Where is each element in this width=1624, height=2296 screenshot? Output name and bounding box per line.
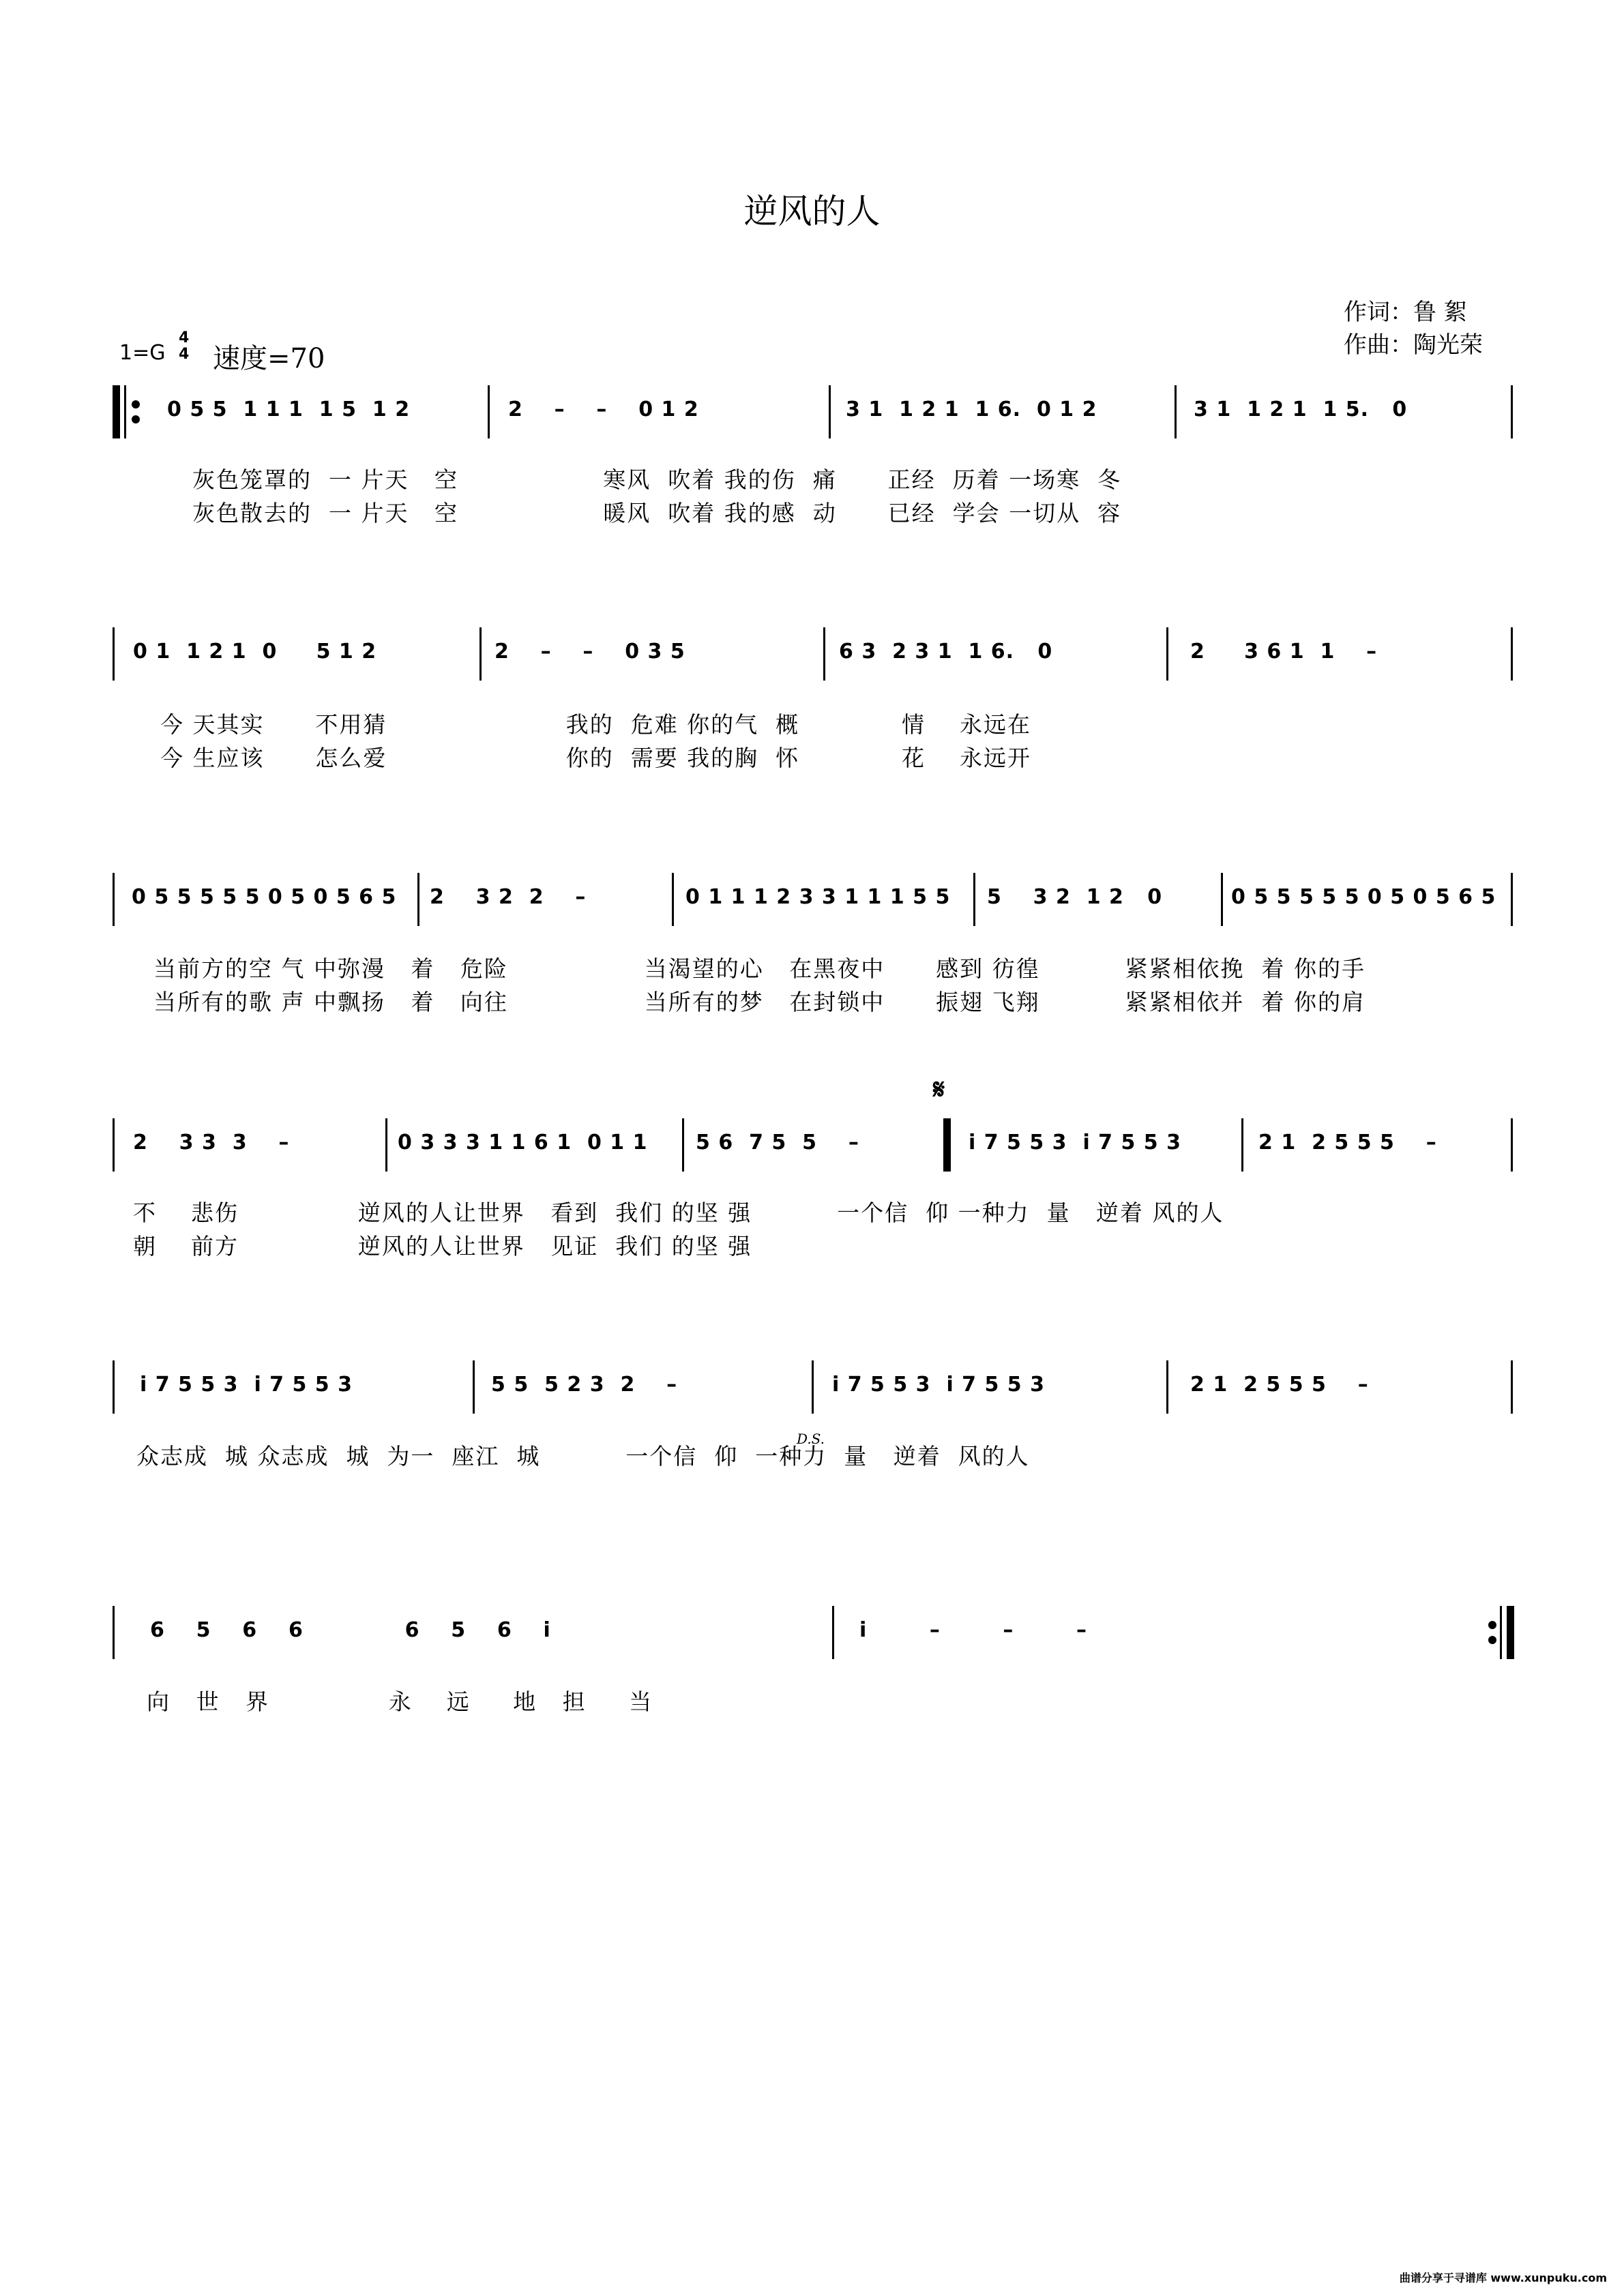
ds-marking: D.S. <box>797 1431 825 1447</box>
segno-barline <box>943 1118 951 1172</box>
measure: 6 5 6 6 6 5 6 i <box>150 1618 551 1642</box>
time-signature-top: 4 <box>179 329 190 346</box>
barline <box>113 1360 115 1414</box>
lyrics-verse-1: 当前方的空 气 中弥漫 着 危险 当渴望的心 在黑夜中 感到 彷徨 紧紧相依挽 着 你的手 <box>153 955 1366 982</box>
measure: 0 1 1 1 2 3 3 1 1 1 5 5 <box>685 885 951 909</box>
barline <box>488 385 490 438</box>
barline <box>113 627 115 681</box>
barline <box>113 1118 115 1172</box>
barline <box>385 1118 387 1172</box>
staff-system-4 <box>113 1118 1514 1180</box>
lyrics-verse-1: 向 世 界 永 远 地 担 当 <box>147 1688 653 1715</box>
measure: 5 6 7 5 5 – <box>696 1131 859 1154</box>
measure: i 7 5 5 3 i 7 5 5 3 <box>140 1373 353 1397</box>
measure: i 7 5 5 3 i 7 5 5 3 <box>832 1373 1046 1397</box>
barline <box>417 873 419 926</box>
repeat-start-bar <box>113 385 120 438</box>
staff-system-1 <box>113 385 1514 447</box>
barline <box>1175 385 1177 438</box>
measure: i – – – <box>859 1618 1087 1642</box>
measure: 2 1 2 5 5 5 – <box>1258 1131 1437 1154</box>
staff-system-3 <box>113 873 1514 934</box>
barline <box>1511 1118 1513 1172</box>
barline <box>473 1360 475 1414</box>
barline <box>1511 873 1513 926</box>
key-signature: 1=G <box>119 341 166 365</box>
measure: 2 – – 0 3 5 <box>494 640 685 664</box>
lyricist-credit: 作词：鲁 絮 <box>1344 299 1467 326</box>
measure: 6 3 2 3 1 1 6. 0 <box>839 640 1053 664</box>
time-signature <box>179 330 189 363</box>
barline <box>1500 1606 1502 1659</box>
barline <box>832 1606 834 1659</box>
repeat-dot <box>132 400 140 408</box>
lyrics-verse-2: 灰色散去的 一 片天 空 暖风 吹着 我的感 动 已经 学会 一切从 容 <box>192 500 1122 526</box>
measure: 2 3 3 3 – <box>133 1131 290 1154</box>
barline <box>479 627 482 681</box>
measure: 0 5 5 5 5 5 0 5 0 5 6 5 <box>1231 885 1496 909</box>
time-signature-bottom: 4 <box>179 346 190 363</box>
barline <box>672 873 674 926</box>
measure: i 7 5 5 3 i 7 5 5 3 <box>969 1131 1182 1154</box>
footer-credit: 曲谱分享于寻谱库 www.xunpuku.com <box>1399 2271 1607 2284</box>
measure: 2 – – 0 1 2 <box>508 398 699 421</box>
song-title: 逆风的人 <box>743 192 881 231</box>
barline <box>829 385 831 438</box>
segno-sign: 𝄋 <box>933 1074 945 1105</box>
measure: 3 1 1 2 1 1 6. 0 1 2 <box>846 398 1097 421</box>
composer-credit: 作曲：陶光荣 <box>1344 331 1483 359</box>
barline <box>124 385 126 438</box>
measure: 2 3 6 1 1 – <box>1190 640 1378 664</box>
repeat-dot <box>132 415 140 423</box>
barline <box>812 1360 814 1414</box>
measure: 2 1 2 5 5 5 – <box>1190 1373 1369 1397</box>
barline <box>1241 1118 1243 1172</box>
measure: 0 5 5 5 5 5 0 5 0 5 6 5 <box>132 885 397 909</box>
repeat-dot <box>1488 1621 1496 1629</box>
staff-system-6 <box>113 1606 1514 1667</box>
measure: 0 1 1 2 1 0 5 1 2 <box>133 640 377 664</box>
tempo-marking: 速度=70 <box>213 343 325 374</box>
measure: 5 5 5 2 3 2 – <box>491 1373 678 1397</box>
barline <box>113 873 115 926</box>
barline <box>682 1118 684 1172</box>
barline <box>973 873 975 926</box>
lyrics-verse-2: 当所有的歌 声 中飘扬 着 向往 当所有的梦 在封锁中 振翅 飞翔 紧紧相依并 着 你的肩 <box>153 989 1366 1015</box>
barline <box>1166 627 1168 681</box>
measure: 5 3 2 1 2 0 <box>987 885 1163 909</box>
barline <box>1221 873 1223 926</box>
barline <box>1511 385 1513 438</box>
barline <box>1511 627 1513 681</box>
lyrics-verse-2: 今 生应该 怎么爱 你的 需要 我的胸 怀 花 永远开 <box>160 745 1031 771</box>
lyrics-verse-1: 不 悲伤 逆风的人让世界 看到 我们 的坚 强 一个信 仰 一种力 量 逆着 风的人 <box>133 1199 1224 1226</box>
lyrics-verse-1: 众志成 城 众志成 城 为一 座江 城 一个信 仰 一种力 量 逆着 风的人 <box>136 1443 1030 1470</box>
measure: 0 5 5 1 1 1 1 5 1 2 <box>167 398 411 421</box>
lyrics-verse-1: 灰色笼罩的 一 片天 空 寒风 吹着 我的伤 痛 正经 历着 一场寒 冬 <box>192 466 1122 493</box>
lyrics-verse-2: 朝 前方 逆风的人让世界 见证 我们 的坚 强 <box>133 1233 752 1259</box>
measure: 2 3 2 2 – <box>430 885 587 909</box>
repeat-end-bar <box>1507 1606 1514 1659</box>
measure: 3 1 1 2 1 1 5. 0 <box>1194 398 1408 421</box>
barline <box>823 627 825 681</box>
measure: 0 3 3 3 1 1 6 1 0 1 1 <box>398 1131 648 1154</box>
barline <box>113 1606 115 1659</box>
barline <box>1166 1360 1168 1414</box>
repeat-dot <box>1488 1636 1496 1644</box>
barline <box>1511 1360 1513 1414</box>
staff-system-2 <box>113 627 1514 689</box>
lyrics-verse-1: 今 天其实 不用猜 我的 危难 你的气 概 情 永远在 <box>160 711 1031 738</box>
staff-system-5 <box>113 1360 1514 1422</box>
